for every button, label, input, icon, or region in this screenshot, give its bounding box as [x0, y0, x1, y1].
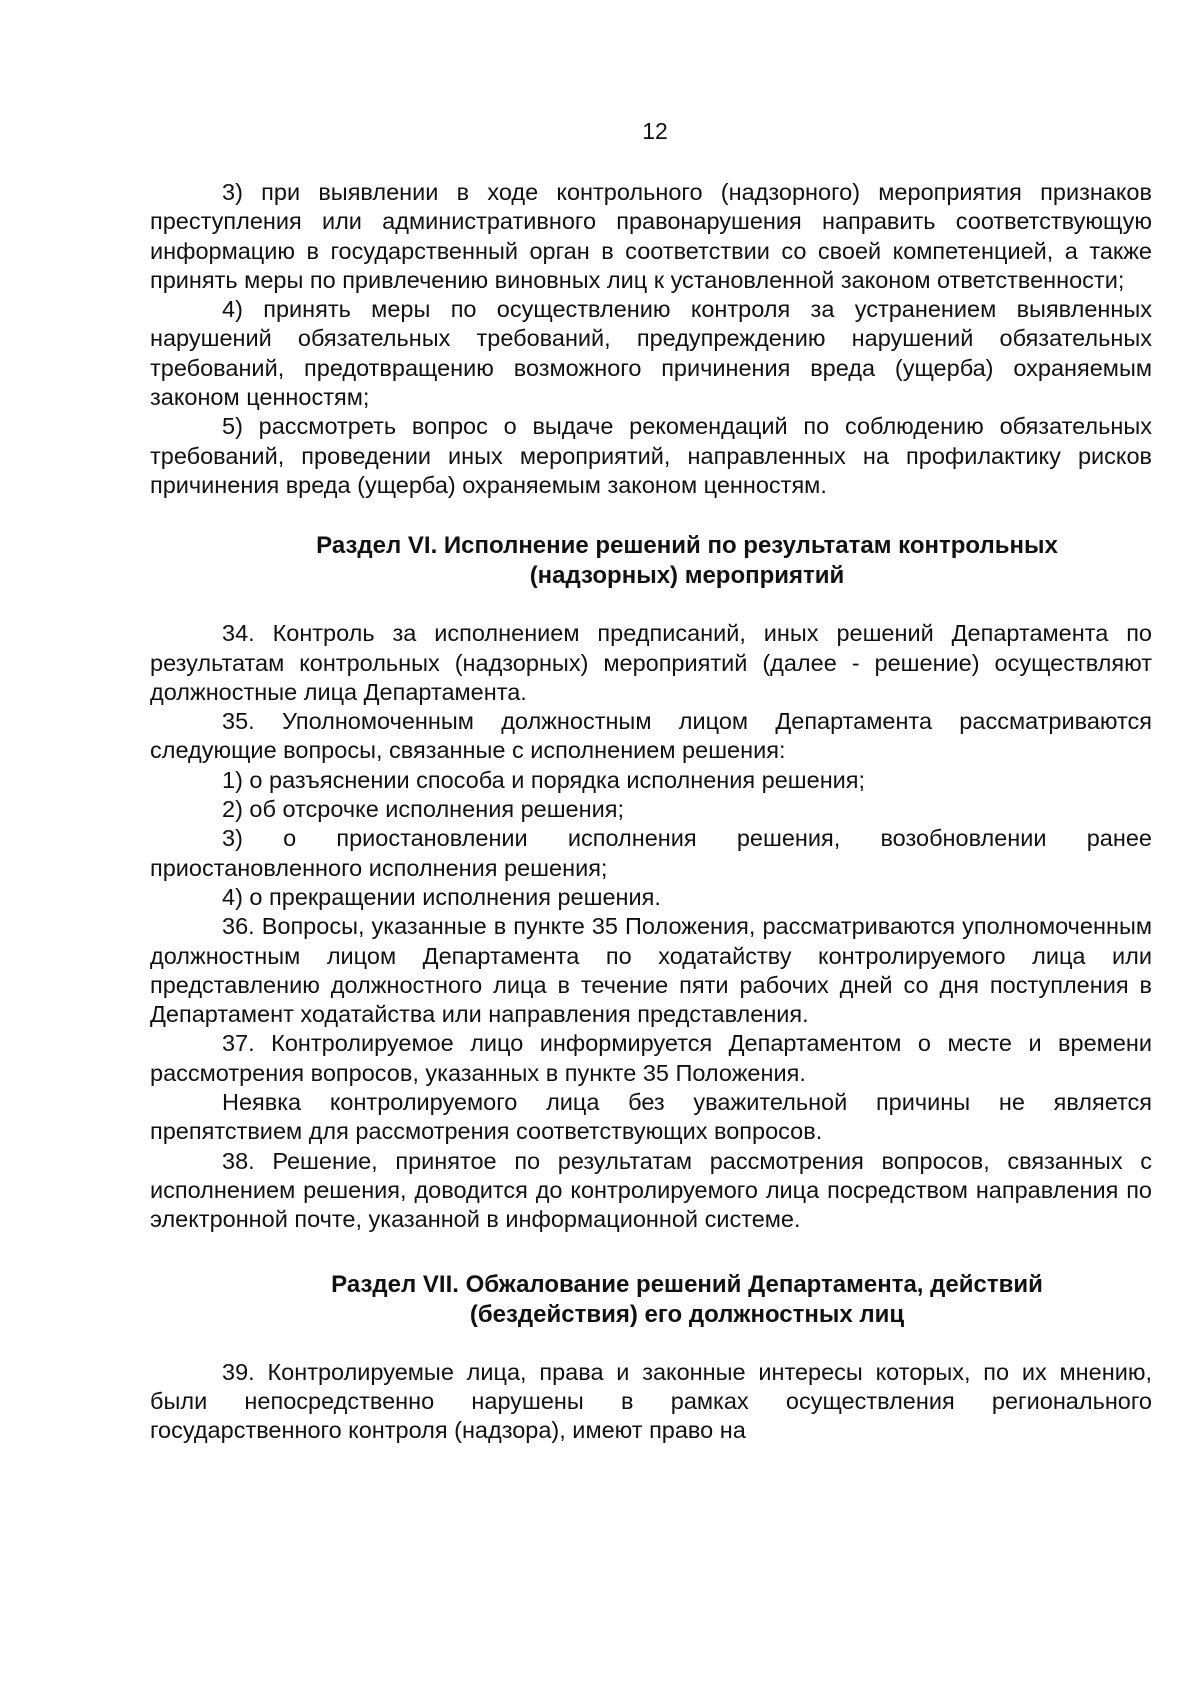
document-body: [150, 178, 1152, 1445]
paragraph-37-note: Неявка контролируемого лица без уважительной причины не является препятствием для рассмотрения соответствующих вопросов.: [150, 1089, 1152, 1145]
paragraph-item-5: 5) рассмотреть вопрос о выдаче рекомендаций по соблюдению обязательных требований, проведении иных мероприятий, направленных на профилактику рисков причинения вреда (ущерба) охраняемым законом ценностям.: [150, 413, 1152, 498]
section-7-heading: [150, 1270, 1152, 1330]
section-7-heading-line-1: Раздел VII. Обжалование решений Департамента, действий: [331, 1270, 1043, 1298]
section-6-heading-line-1: Раздел VI. Исполнение решений по результатам контрольных: [316, 532, 1058, 560]
section-6-heading-line-2: (надзорных) мероприятий: [529, 562, 845, 590]
page-number: 12: [642, 118, 668, 144]
paragraph-36: 36. Вопросы, указанные в пункте 35 Положения, рассматриваются уполномоченным должностным лицом Департамента по ходатайству контролируемого лица или представлению должностного лица в течение пяти рабочих дней со дня поступления в Департамент ходатайства или направления представления.: [150, 913, 1152, 1028]
paragraph-35: 35. Уполномоченным должностным лицом Департамента рассматриваются следующие вопросы, связанные с исполнением решения:: [150, 708, 1152, 764]
paragraph-37: 37. Контролируемое лицо информируется Департаментом о месте и времени рассмотрения вопросов, указанных в пункте 35 Положения.: [150, 1030, 1152, 1086]
paragraph-35-item-1: 1) о разъяснении способа и порядка исполнения решения;: [222, 766, 866, 793]
paragraph-35-item-2: 2) об отсрочке исполнения решения;: [222, 796, 624, 823]
section-6-heading: [150, 531, 1152, 591]
paragraph-38: 38. Решение, принятое по результатам рассмотрения вопросов, связанных с исполнением решения, доводится до контролируемого лица посредством направления по электронной почте, указанной в информационной системе.: [150, 1147, 1152, 1233]
paragraph-34: 34. Контроль за исполнением предписаний, иных решений Департамента по результатам контрольных (надзорных) мероприятий (далее - решение) осуществляют должностные лица Департамента.: [150, 620, 1152, 705]
paragraph-35-item-3: 3) о приостановлении исполнения решения, возобновлении ранее приостановленного исполнения решения;: [150, 825, 1152, 881]
paragraph-35-item-4: 4) о прекращении исполнения решения.: [222, 883, 661, 910]
paragraph-item-3: 3) при выявлении в ходе контрольного (надзорного) мероприятия признаков преступления или административного правонарушения направить соответствующую информацию в государственный орган в соответствии со своей компетенцией, а также принять меры по привлечению виновных лиц к установленной законом ответственности;: [150, 179, 1152, 293]
section-7-heading-line-2: (бездействия) его должностных лиц: [469, 1300, 905, 1328]
paragraph-item-4: 4) принять меры по осуществлению контроля за устранением выявленных нарушений обязательных требований, предупреждению нарушений обязательных требований, предотвращению возможного причинения вреда (ущерба) охраняемым законом ценностям;: [150, 296, 1152, 411]
paragraph-39: 39. Контролируемые лица, права и законные интересы которых, по их мнению, были непосредственно нарушены в рамках осуществления регионального государственного контроля (надзора), имеют право на: [150, 1358, 1152, 1444]
